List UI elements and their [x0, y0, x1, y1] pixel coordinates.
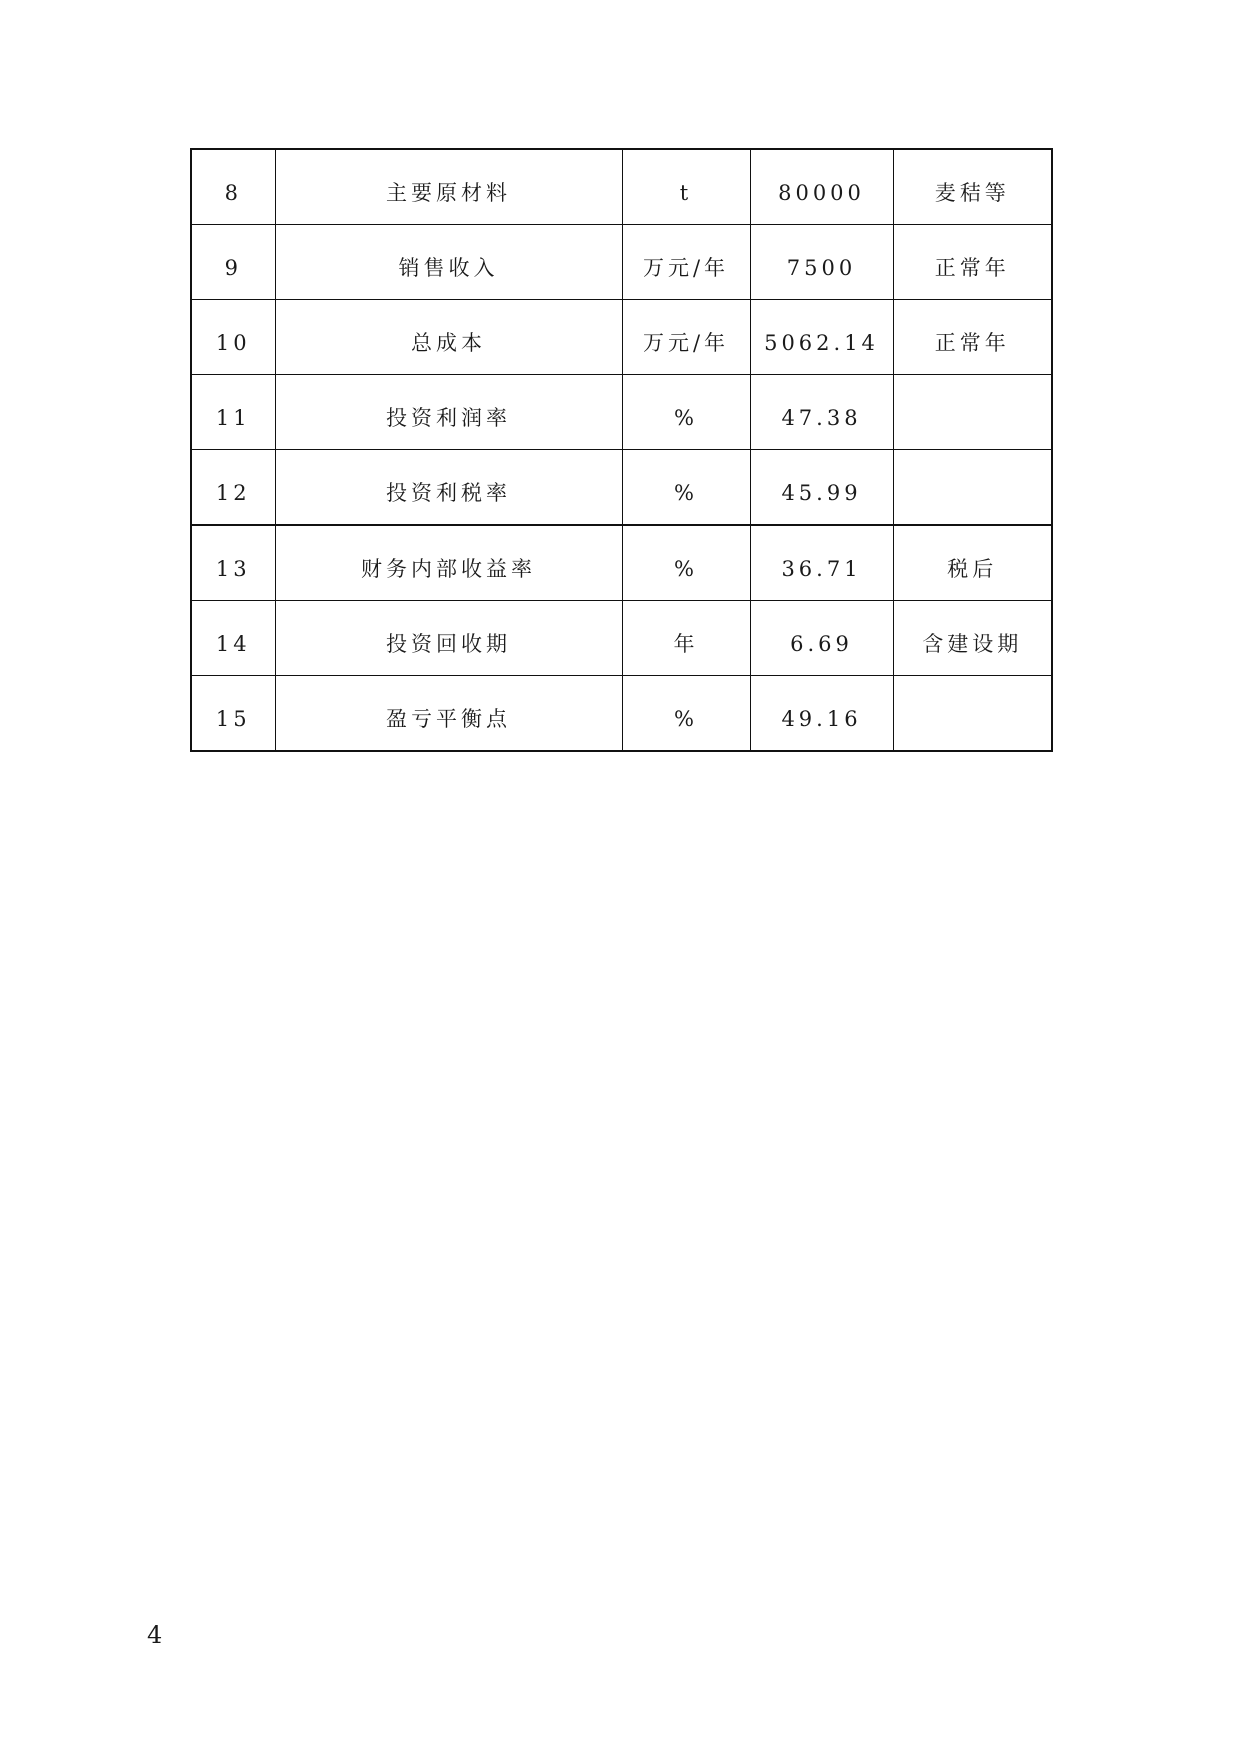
- note-cell: [893, 450, 1052, 526]
- note-cell: 含建设期: [893, 601, 1052, 676]
- value-cell: 47.38: [750, 375, 893, 450]
- table-row: [191, 300, 1052, 375]
- unit-cell: %: [622, 450, 750, 526]
- unit-cell: %: [622, 375, 750, 450]
- value-cell: 49.16: [750, 676, 893, 752]
- row-number-cell: 8: [191, 149, 275, 225]
- item-name-cell: 投资利润率: [275, 375, 622, 450]
- value-cell: 80000: [750, 149, 893, 225]
- row-number-cell: 15: [191, 676, 275, 752]
- unit-cell: %: [622, 676, 750, 752]
- table-row: [191, 375, 1052, 450]
- unit-cell: 年: [622, 601, 750, 676]
- item-name-cell: 总成本: [275, 300, 622, 375]
- table-row: [191, 225, 1052, 300]
- economic-indicators-table: [190, 148, 1053, 752]
- item-name-cell: 盈亏平衡点: [275, 676, 622, 752]
- row-number-cell: 13: [191, 525, 275, 601]
- note-cell: 税后: [893, 525, 1052, 601]
- note-cell: [893, 375, 1052, 450]
- item-name-cell: 销售收入: [275, 225, 622, 300]
- value-cell: 45.99: [750, 450, 893, 526]
- value-cell: 6.69: [750, 601, 893, 676]
- item-name-cell: 投资利税率: [275, 450, 622, 526]
- table-row: [191, 525, 1052, 601]
- table-row: [191, 149, 1052, 225]
- table-row: [191, 450, 1052, 526]
- table-row: [191, 676, 1052, 752]
- value-cell: 5062.14: [750, 300, 893, 375]
- note-cell: [893, 676, 1052, 752]
- row-number-cell: 12: [191, 450, 275, 526]
- row-number-cell: 11: [191, 375, 275, 450]
- unit-cell: t: [622, 149, 750, 225]
- row-number-cell: 9: [191, 225, 275, 300]
- item-name-cell: 投资回收期: [275, 601, 622, 676]
- note-cell: 正常年: [893, 225, 1052, 300]
- unit-cell: %: [622, 525, 750, 601]
- row-number-cell: 10: [191, 300, 275, 375]
- unit-cell: 万元/年: [622, 225, 750, 300]
- table-row: [191, 601, 1052, 676]
- value-cell: 7500: [750, 225, 893, 300]
- row-number-cell: 14: [191, 601, 275, 676]
- page-number: 4: [147, 1621, 163, 1649]
- note-cell: 正常年: [893, 300, 1052, 375]
- item-name-cell: 主要原材料: [275, 149, 622, 225]
- note-cell: 麦秸等: [893, 149, 1052, 225]
- unit-cell: 万元/年: [622, 300, 750, 375]
- item-name-cell: 财务内部收益率: [275, 525, 622, 601]
- value-cell: 36.71: [750, 525, 893, 601]
